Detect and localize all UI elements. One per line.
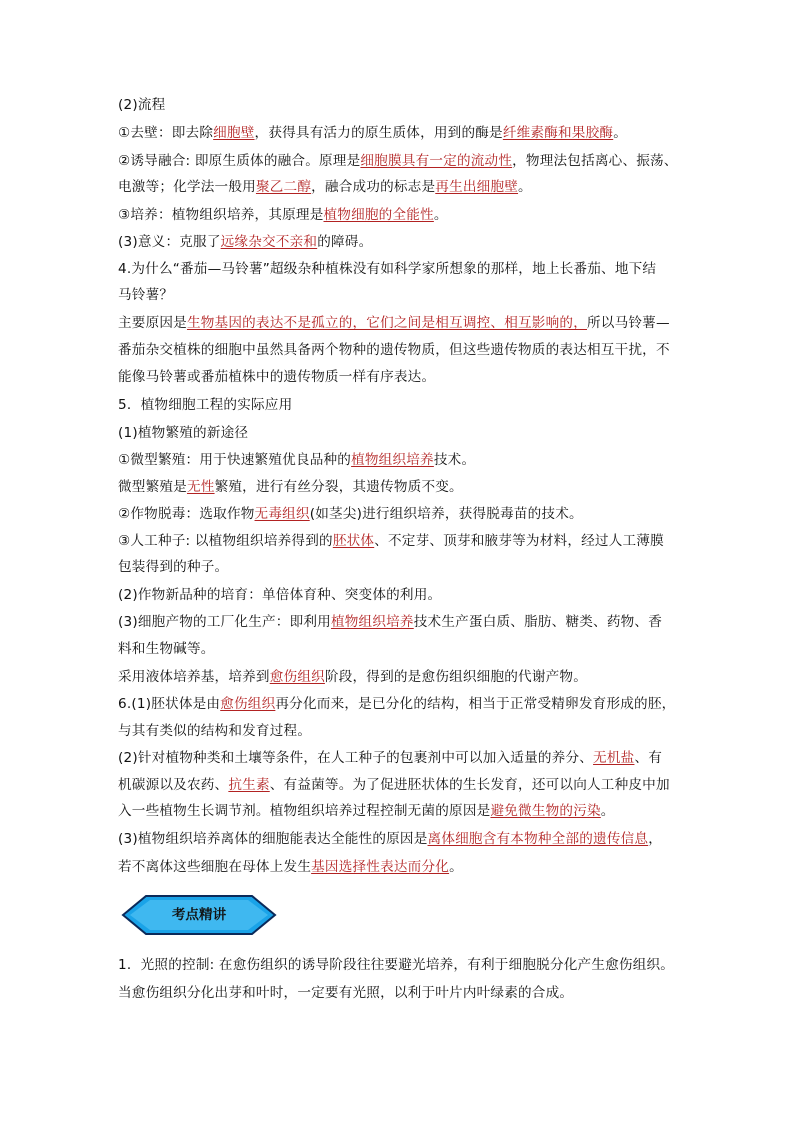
- text-line: [118, 776, 670, 794]
- key-term: 抗生素: [228, 777, 270, 793]
- text-line: [118, 424, 248, 442]
- text-segment: 包装得到的种子。: [118, 559, 229, 575]
- text-line: [118, 956, 674, 974]
- text-segment: 、有益菌等。为了促进胚状体的生长发育，还可以向人工种皮中加: [269, 777, 670, 793]
- key-term: 基因选择性表达而分化: [311, 859, 450, 875]
- text-segment: 机碳源以及农药、: [118, 777, 229, 793]
- text-line: [118, 505, 583, 523]
- text-line: [118, 858, 463, 876]
- text-segment: 。: [518, 179, 532, 195]
- text-segment: (3)植物组织培养离体的细胞能表达全能性的原因是: [118, 831, 428, 847]
- text-segment: 阶段，得到的是愈伤组织细胞的代谢产物。: [324, 669, 588, 685]
- text-segment: ③人工种子: 以植物组织培养得到的: [118, 533, 333, 549]
- section-badge-label: 考点精讲: [171, 907, 227, 923]
- text-segment: 能像马铃薯或番茄植株中的遗传物质一样有序表达。: [118, 369, 436, 385]
- text-line: [118, 396, 292, 414]
- text-segment: (2)流程: [118, 97, 166, 113]
- text-segment: 4.为什么“番茄—马铃薯”超级杂种植株没有如科学家所想象的那样，地上长番茄、地下结: [118, 261, 657, 277]
- text-segment: 技术。: [433, 452, 476, 468]
- text-segment: 。: [433, 207, 448, 223]
- text-line: [118, 368, 435, 386]
- text-line: [118, 613, 662, 631]
- key-term: 细胞壁: [213, 125, 255, 141]
- text-segment: ，获得具有活力的原生质体，用到的酶是: [254, 125, 503, 141]
- key-term: 纤维素酶和果胶酶: [502, 125, 614, 141]
- key-term: 生物基因的表达不是孤立的，它们之间是相互调控、相互影响的，: [186, 315, 587, 331]
- key-term: 愈伤组织: [220, 696, 276, 712]
- text-segment: ，: [648, 831, 663, 847]
- text-segment: (如茎尖)进行组织培养，获得脱毒苗的技术。: [309, 506, 583, 522]
- text-segment: 繁殖，进行有丝分裂，其遗传物质不变。: [214, 479, 463, 495]
- text-line: [118, 586, 441, 604]
- text-segment: 、有: [634, 750, 663, 766]
- text-segment: 所以马铃薯—: [587, 315, 670, 331]
- text-segment: 入一些植物生长调节剂。植物组织培养过程控制无菌的原因是: [118, 803, 491, 819]
- key-term: 再生出细胞壁: [435, 179, 519, 195]
- key-term: 植物组织培养: [351, 452, 434, 468]
- key-term: 无毒组织: [254, 506, 310, 522]
- text-segment: 技术生产蛋白质、脂肪、糖类、药物、香: [413, 614, 663, 630]
- text-line: [118, 695, 675, 713]
- text-segment: 再分化而来，是已分化的结构，相当于正常受精卵发育形成的胚，: [275, 696, 676, 712]
- text-segment: (2)针对植物种类和土壤等条件，在人工种子的包裹剂中可以加入适量的养分、: [118, 750, 594, 766]
- text-segment: 当愈伤组织分化出芽和叶时，一定要有光照，以利于叶片内叶绿素的合成。: [118, 985, 574, 1001]
- text-segment: 、不定芽、顶芽和腋芽等为材料，经过人工薄膜: [374, 533, 664, 549]
- text-segment: ②作物脱毒：选取作物: [118, 506, 255, 522]
- text-line: [118, 984, 573, 1002]
- text-segment: 若不离体这些细胞在母体上发生: [118, 859, 312, 875]
- text-line: [118, 341, 670, 359]
- key-term: 远缘杂交不亲和: [220, 234, 318, 250]
- text-line: [118, 749, 662, 767]
- text-line: [118, 532, 664, 550]
- text-segment: 与其有类似的结构和发育过程。: [118, 723, 312, 739]
- text-segment: ，物理法包括离心、振荡、: [512, 153, 678, 169]
- text-segment: 。: [449, 859, 463, 875]
- text-segment: 电激等；化学法一般用: [118, 179, 256, 195]
- key-term: 离体细胞含有本物种全部的遗传信息: [427, 831, 649, 847]
- key-term: 愈伤组织: [269, 669, 325, 685]
- text-segment: 番茄杂交植株的细胞中虽然具备两个物种的遗传物质，但这些遗传物质的表达相互干扰，不: [118, 342, 670, 358]
- text-line: [118, 478, 463, 496]
- text-segment: 马铃薯？: [118, 287, 174, 303]
- key-term: 植物细胞的全能性: [323, 207, 434, 223]
- text-segment: 的障碍。: [317, 234, 373, 250]
- text-line: [118, 286, 173, 304]
- text-line: [118, 206, 448, 224]
- text-segment: 微型繁殖是: [118, 479, 187, 495]
- key-term: 无机盐: [593, 750, 635, 766]
- key-term: 避免微生物的污染: [490, 803, 601, 819]
- section-badge: [120, 893, 278, 937]
- text-line: [118, 451, 475, 469]
- text-segment: 1．光照的控制: 在愈伤组织的诱导阶段往往要避光培养，有利于细胞脱分化产生愈伤组织。: [118, 957, 675, 973]
- text-segment: ①微型繁殖：用于快速繁殖优良品种的: [118, 452, 352, 468]
- key-term: 无性: [186, 479, 215, 495]
- text-segment: ①去壁：即去除: [118, 125, 214, 141]
- text-line: [118, 314, 670, 332]
- text-line: [118, 558, 228, 576]
- text-segment: 6.(1)胚状体是由: [118, 696, 221, 712]
- text-line: [118, 178, 532, 196]
- text-segment: (3)细胞产物的工厂化生产：即利用: [118, 614, 331, 630]
- text-line: [118, 233, 372, 251]
- text-line: [118, 260, 656, 278]
- key-term: 细胞膜具有一定的流动性: [360, 153, 513, 169]
- text-line: [118, 802, 615, 820]
- text-segment: ②诱导融合: 即原生质体的融合。原理是: [118, 153, 361, 169]
- text-segment: ③培养：植物组织培养，其原理是: [118, 207, 324, 223]
- text-line: [118, 152, 678, 170]
- key-term: 植物组织培养: [330, 614, 414, 630]
- text-segment: 主要原因是: [118, 315, 187, 331]
- text-line: [118, 640, 215, 658]
- text-segment: (3)意义：克服了: [118, 234, 221, 250]
- text-line: [118, 668, 587, 686]
- text-segment: 料和生物碱等。: [118, 641, 215, 657]
- key-term: 聚乙二醇: [255, 179, 312, 195]
- text-segment: 。: [600, 803, 615, 819]
- text-line: [118, 830, 662, 848]
- text-line: [118, 96, 165, 114]
- key-term: 胚状体: [332, 533, 375, 549]
- text-segment: 5．植物细胞工程的实际应用: [118, 397, 293, 413]
- text-segment: 采用液体培养基，培养到: [118, 669, 270, 685]
- text-line: [118, 124, 627, 142]
- text-segment: 。: [613, 125, 627, 141]
- text-segment: (1)植物繁殖的新途径: [118, 425, 249, 441]
- text-line: [118, 722, 311, 740]
- text-segment: (2)作物新品种的培育：单倍体育种、突变体的利用。: [118, 587, 442, 603]
- text-segment: ，融合成功的标志是: [311, 179, 436, 195]
